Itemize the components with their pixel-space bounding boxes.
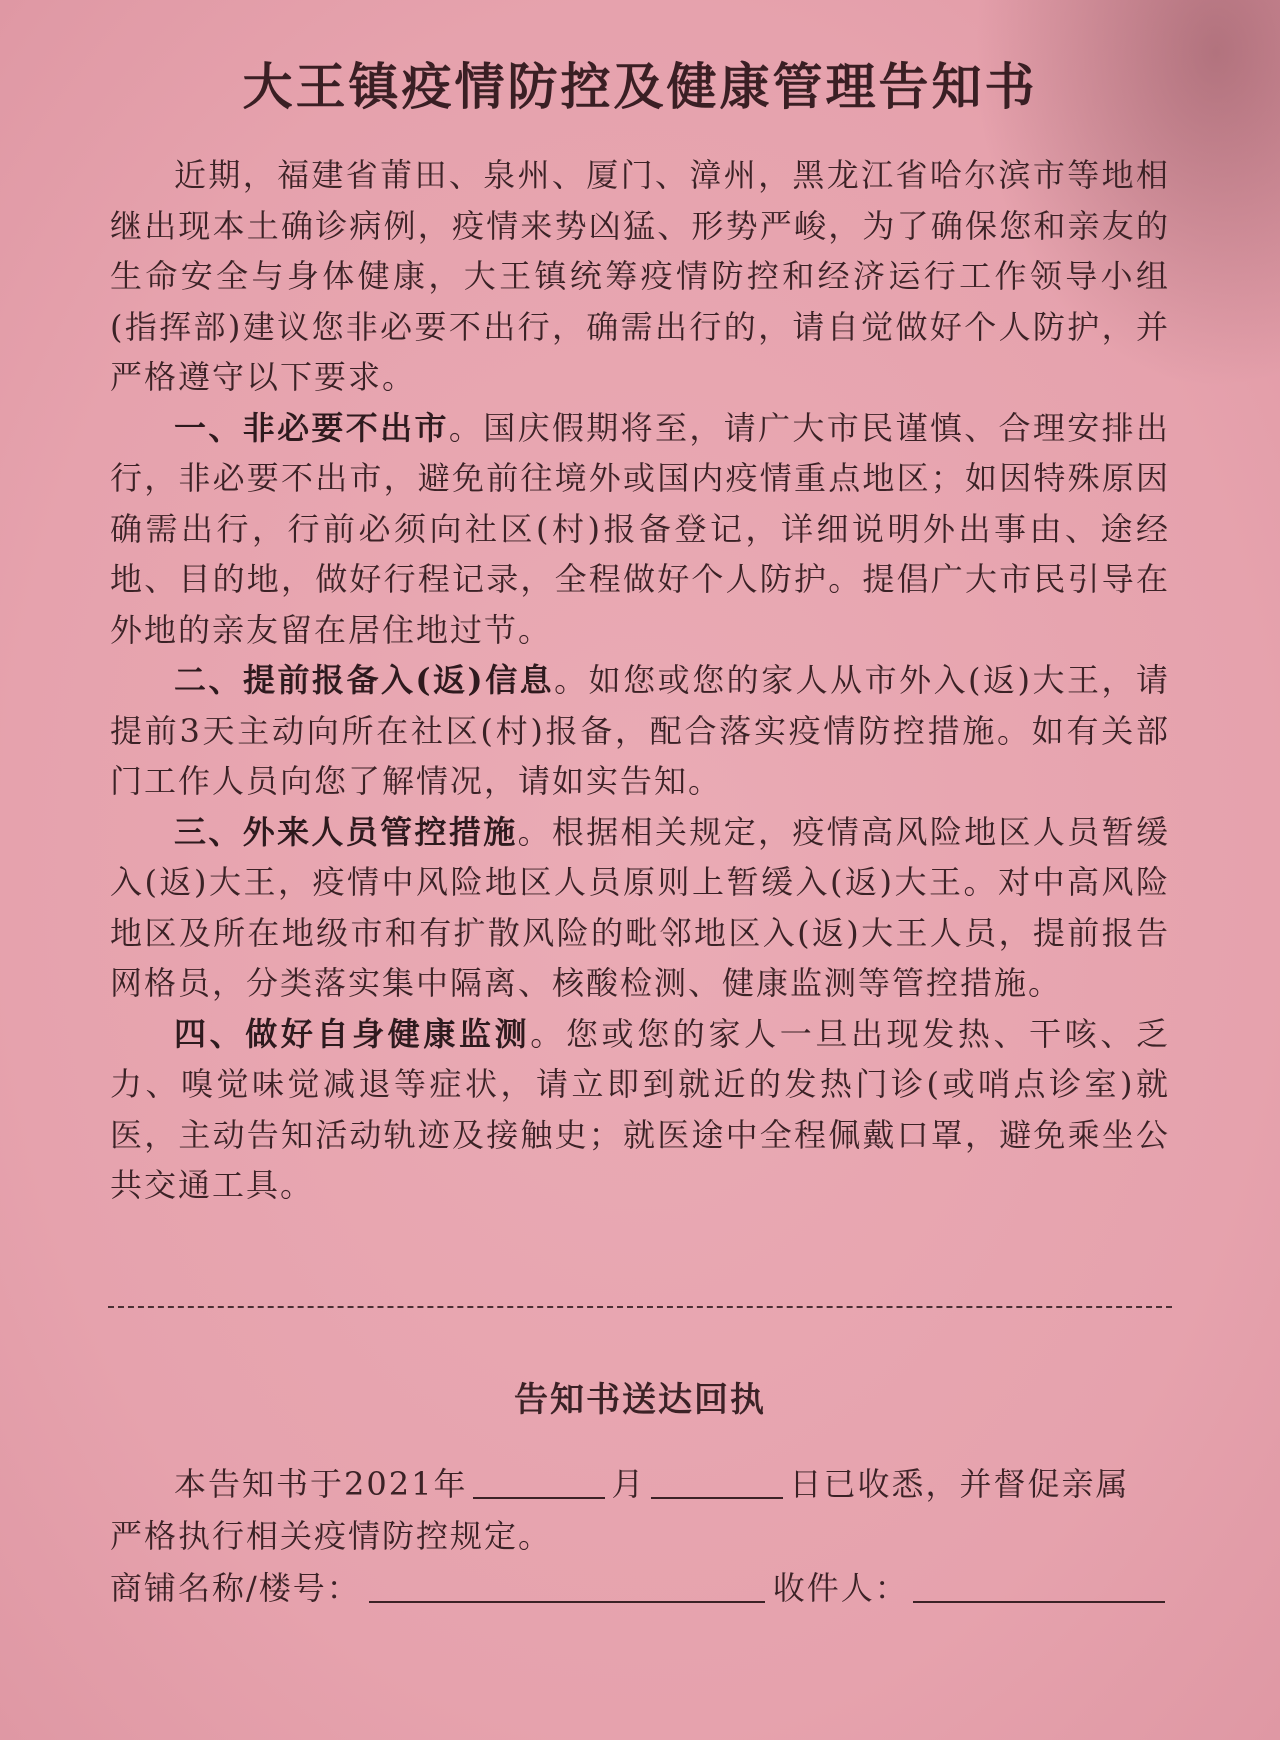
recipient-label: 收件人： [772,1569,909,1607]
intro-paragraph: 近期，福建省莆田、泉州、厦门、漳州，黑龙江省哈尔滨市等地相继出现本土确诊病例，疫情来势凶猛、形势严峻，为了确保您和亲友的生命安全与身体健康，大王镇统筹疫情防控和经济运行工作领导小组(指挥部)建议您非必要不出行，确需出行的，请自觉做好个人防护，并严格遵守以下要求。 [110,156,1170,396]
shop-name-blank[interactable] [369,1565,765,1603]
month-blank[interactable] [473,1461,605,1499]
item-text: 。如您或您的家人从市外入(返)大王，请提前3天主动向所在社区(村)报备，配合落实疫情防控措施。如有关部门工作人员向您了解情况，请如实告知。 [110,661,1170,800]
item-heading: 四、做好自身健康监测 [174,1014,531,1053]
receipt-title: 告知书送达回执 [514,1380,766,1420]
recipient-blank[interactable] [913,1565,1165,1603]
receipt-section [110,1458,1170,1614]
item-paragraph [110,403,1170,656]
receipt-date-suffix: 日已收悉，并督促亲属 [789,1465,1130,1503]
receipt-signature-line [110,1562,1170,1614]
item-heading: 二、提前报备入(返)信息 [174,661,555,699]
receipt-date-line [110,1458,1170,1510]
item-paragraph [110,1009,1170,1211]
item-heading: 一、非必要不出市 [174,408,449,447]
receipt-date-prefix: 本告知书于2021年 [174,1465,468,1503]
item-heading: 三、外来人员管控措施 [174,812,518,851]
receipt-compliance-line: 严格执行相关疫情防控规定。 [110,1517,553,1555]
document-title: 大王镇疫情防控及健康管理告知书 [242,57,1038,116]
notice-body [110,150,1170,1211]
item-paragraph [110,655,1170,807]
item-text: 。根据相关规定，疫情高风险地区人员暂缓入(返)大王，疫情中风险地区人员原则上暂缓入(返)大王。对中高风险地区及所在地级市和有扩散风险的毗邻地区入(返)大王人员，提前报告网格员，分类落实集中隔离、核酸检测、健康监测等管控措施。 [110,812,1170,1002]
day-blank[interactable] [651,1461,783,1499]
item-text: 。国庆假期将至，请广大市民谨慎、合理安排出行，非必要不出市，避免前往境外或国内疫情重点地区；如因特殊原因确需出行，行前必须向社区(村)报备登记，详细说明外出事由、途经地、目的地，做好行程记录，全程做好个人防护。提倡广大市民引导在外地的亲友留在居住地过节。 [110,408,1170,649]
shop-label: 商铺名称/楼号： [110,1569,361,1607]
cut-line-divider [108,1306,1172,1308]
item-text: 。您或您的家人一旦出现发热、干咳、乏力、嗅觉味觉减退等症状，请立即到就近的发热门诊(或哨点诊室)就医，主动告知活动轨迹及接触史；就医途中全程佩戴口罩，避免乘坐公共交通工具。 [110,1014,1170,1204]
month-label: 月 [611,1465,646,1503]
item-paragraph [110,807,1170,1009]
